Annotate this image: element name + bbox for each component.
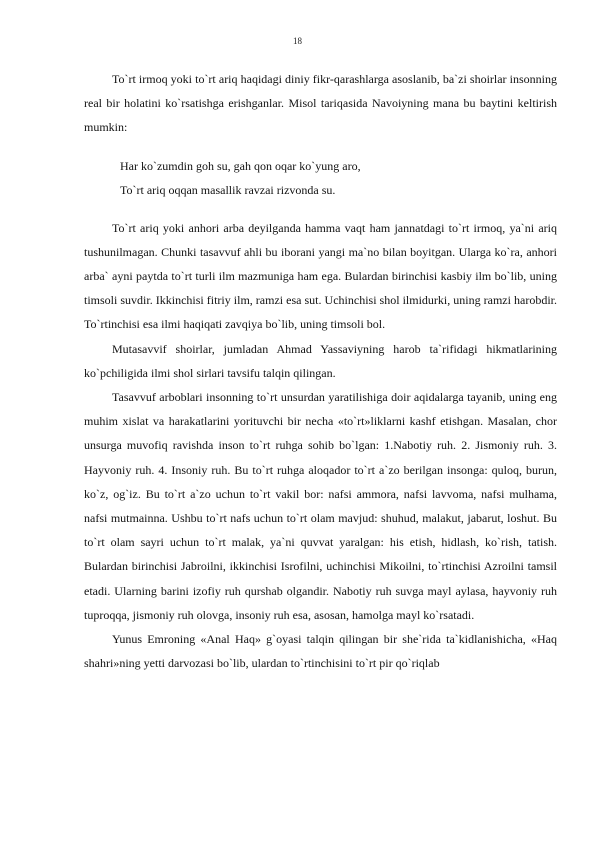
paragraph-5: Yunus Emroning «Anal Haq» g`oyasi talqin qilingan bir she`rida ta`kidlanishicha, «Haq shahri»ning yetti darvozasi bo`lib, ulardan to`rtinchisini to`rt pir qo`riqlab: [84, 632, 557, 671]
paragraph-2: To`rt ariq yoki anhori arba deyilganda hamma vaqt ham jannatdagi to`rt irmoq, ya`ni ariq tushunilmagan. Chunki tasavvuf ahli bu iborani yangi ma`no bilan boyitgan. Ularga ko`ra, anhori arba` ayni paytda to`rt turli ilm mazmuniga ham ega. Bulardan birinchisi kasbiy ilm bo`lib, uning timsoli suvdir. Ikkinchisi fitriy ilm, ramzi esa sut. Uchinchisi shol ilmidurki, uning ramzi harobdir. To`rtinchisi esa ilmi haqiqati zavqiya bo`lib, uning timsoli bol.: [84, 220, 557, 332]
paragraph-4: Tasavvuf arboblari insonning to`rt unsurdan yaratilishiga doir aqidalarga tayanib, uning eng muhim xislat va harakatlarini yorituvchi bir necha «to`rt»liklarni kashf etishgan. Masalan, chor unsurga muvofiq ravishda inson to`rt ruhga sohib bo`lgan: 1.Nabotiy ruh. 2. Jismoniy ruh. 3. Hayvoniy ruh. 4. Insoniy ruh. Bu to`rt ruhga aloqador to`rt a`zo berilgan insonga: quloq, burun, ko`z, og`iz. Bu to`rt a`zo uchun to`rt vakil bor: nafsi ammora, nafsi lavvoma, nafsi mulhama, nafsi mutmainna. Ushbu to`rt nafs uchun to`rt olam mavjud: shuhud, malakut, jabarut, loshut. Bu to`rt olam sayri uchun to`rt malak, ya`ni quvvat yaralgan: his etish, hidlash, ko`rish, tatish. Bulardan birinchisi Jabroilni, ikkinchisi Isrofilni, uchinchisi Mikoilni, to`rtinchisi Azroilni tamsil etadi. Ularning barini izofiy ruh qurshab olgandir. Nabotiy ruh suvga mayl aylasa, hayvoniy ruh tuproqqa, jismoniy ruh olovga, insoniy ruh esa, asosan, hamolga mayl ko`rsatadi.: [84, 390, 557, 622]
verse-line-1: Har ko`zumdin goh su, gah qon oqar ko`yung aro,: [120, 158, 361, 173]
document-body: [84, 67, 557, 675]
verse-line-2: To`rt ariq oqqan masallik ravzai rizvonda su.: [120, 182, 336, 197]
paragraph-3: Mutasavvif shoirlar, jumladan Ahmad Yassaviyning harob ta`rifidagi hikmatlarining ko`pchiligida ilmi shol sirlari tavsifu talqin qilingan.: [84, 341, 557, 380]
verse-block: [120, 154, 557, 202]
paragraph-1: To`rt irmoq yoki to`rt ariq haqidagi diniy fikr-qarashlarga asoslanib, ba`zi shoirlar insonning real bir holatini ko`rsatishga erishganlar. Misol tariqasida Navoiyning mana bu baytini keltirish mumkin:: [84, 72, 557, 135]
page-number: 18: [293, 36, 302, 46]
